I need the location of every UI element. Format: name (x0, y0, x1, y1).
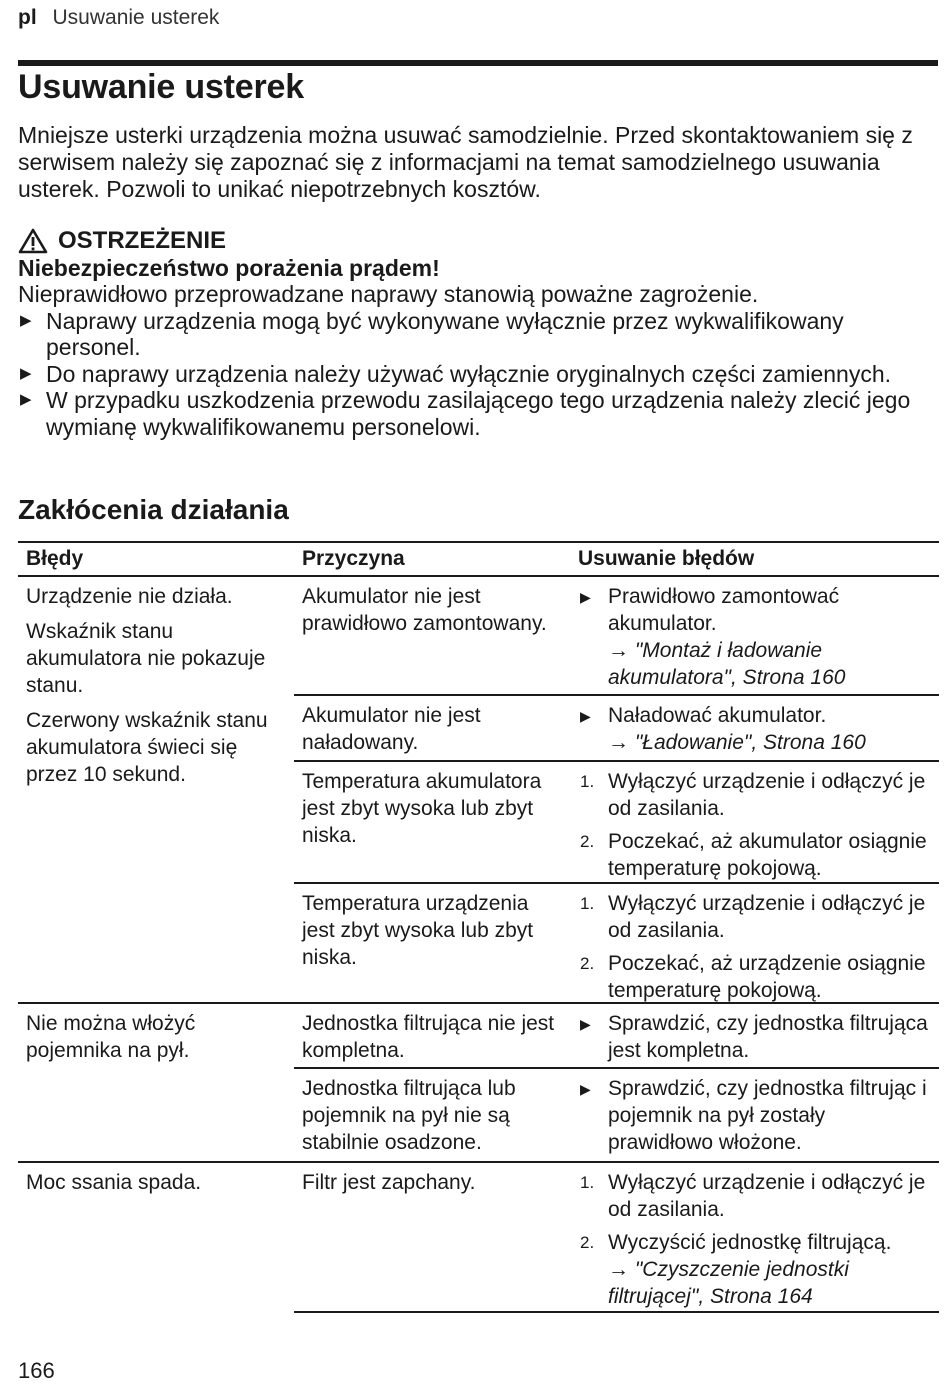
bullet-icon: ▶ (580, 589, 591, 605)
error-text: Nie można włożyć pojemnika na pył. (26, 1012, 196, 1062)
header-cause: Przyczyna (302, 547, 405, 570)
warning-block (18, 228, 938, 440)
warning-item: ▶ Do naprawy urządzenia należy używać wyłącznie oryginalnych części zamiennych. (20, 360, 892, 387)
cross-reference: → "Ładowanie", Strona 160 (608, 731, 866, 754)
step-number: 2. (580, 832, 595, 851)
warning-list (18, 308, 938, 441)
warning-label: OSTRZEŻENIE (58, 227, 227, 254)
cross-reference: → "Czyszczenie jednostki filtrującej", Strona 164 (608, 1258, 849, 1308)
header-errors: Błędy (26, 547, 84, 570)
remedy-cell: ▶ Sprawdzić, czy jednostka filtrując i pojemnik na pył zostały prawidłowo włożone. (580, 1077, 927, 1154)
cross-reference: → "Montaż i ładowanie akumulatora", Strona 160 (608, 639, 846, 689)
cause-cell: Akumulator nie jest prawidłowo zamontowany. (302, 585, 547, 635)
page-title: Usuwanie usterek (18, 68, 304, 106)
header-remedy: Usuwanie błędów (578, 547, 755, 570)
table-row (294, 696, 939, 762)
table-group (18, 577, 939, 1004)
cause-cell: Filtr jest zapchany. (302, 1171, 476, 1194)
page-number: 166 (18, 1358, 55, 1383)
remedy-cell: ▶ Naładować akumulator. → "Ładowanie", Strona 160 (570, 696, 939, 760)
arrow-icon: → (608, 639, 629, 662)
error-cell (18, 1004, 294, 1161)
troubleshooting-table (18, 541, 939, 1313)
cause-cell: Jednostka filtrująca lub pojemnik na pył nie są stabilnie osadzone. (302, 1077, 516, 1154)
table-row (294, 577, 939, 696)
error-text: Czerwony wskaźnik stanu akumulatora świeci się przez 10 sekund. (26, 709, 268, 786)
language-code: pl (18, 6, 37, 29)
header-rule (18, 60, 938, 66)
error-text: Moc ssania spada. (26, 1171, 202, 1194)
remedy-cell: ▶ Sprawdzić, czy jednostka filtrująca jest kompletna. (580, 1012, 928, 1062)
table-row (294, 884, 939, 1002)
warning-item: ▶ W przypadku uszkodzenia przewodu zasilającego tego urządzenia należy zlecić jego wymianę wykwalifikowanemu personelowi. (20, 387, 911, 440)
arrow-icon: → (608, 731, 629, 754)
cause-cell: Jednostka filtrująca nie jest kompletna. (302, 1012, 555, 1062)
table-group (18, 1004, 939, 1163)
intro-paragraph: Mniejsze usterki urządzenia można usuwać samodzielnie. Przed skontaktowaniem się z serwisem należy się zapoznać się z informacjami na temat samodzielnego usuwania usterek. Pozwoli to unikać niepotrzebnych kosztów. (18, 122, 913, 202)
header-section-title: Usuwanie usterek (52, 6, 220, 29)
section-title: Zakłócenia działania (18, 494, 289, 525)
remedy-cell: 1. Wyłączyć urządzenie i odłączyć je od zasilania. 2. Poczekać, aż akumulator osiągnie temperaturę pokojową. (580, 770, 927, 880)
step-number: 1. (580, 772, 595, 791)
error-cell (18, 577, 294, 1002)
cause-cell: Temperatura akumulatora jest zbyt wysoka lub zbyt niska. (302, 770, 542, 847)
warning-item: ▶ Naprawy urządzenia mogą być wykonywane wyłącznie przez wykwalifikowany personel. (20, 307, 844, 360)
step-number: 1. (580, 1173, 595, 1192)
remedy-cell: ▶ Prawidłowo zamontować akumulator. → "Montaż i ładowanie akumulatora", Strona 160 (570, 577, 939, 694)
warning-text: Nieprawidłowo przeprowadzane naprawy stanowią poważne zagrożenie. (18, 281, 759, 307)
bullet-icon: ▶ (20, 311, 32, 329)
warning-danger: Niebezpieczeństwo porażenia prądem! (18, 254, 440, 281)
step-number: 1. (580, 894, 595, 913)
table-row (294, 1004, 939, 1069)
error-text: Urządzenie nie działa. (26, 585, 233, 608)
bullet-icon: ▶ (580, 1016, 591, 1032)
error-text: Wskaźnik stanu akumulatora nie pokazuje stanu. (26, 620, 266, 697)
warning-heading (18, 228, 938, 255)
table-row (294, 762, 939, 884)
cause-cell: Temperatura urządzenia jest zbyt wysoka lub zbyt niska. (302, 892, 534, 969)
bullet-icon: ▶ (580, 1081, 591, 1097)
cause-cell: Akumulator nie jest naładowany. (302, 704, 481, 754)
warning-triangle-icon (18, 228, 48, 254)
bullet-icon: ▶ (20, 364, 32, 382)
error-cell (18, 1163, 294, 1313)
table-group (18, 1163, 939, 1313)
bullet-icon: ▶ (20, 391, 32, 408)
running-header (18, 6, 219, 30)
step-number: 2. (580, 954, 595, 973)
remedy-cell: 1. Wyłączyć urządzenie i odłączyć je od zasilania. 2. Wyczyścić jednostkę filtrującą. → "Czyszczenie jednostki filtrującej", Strona 164 (570, 1163, 939, 1311)
bullet-icon: ▶ (580, 708, 591, 724)
table-header (18, 541, 939, 577)
remedy-cell: 1. Wyłączyć urządzenie i odłączyć je od zasilania. 2. Poczekać, aż urządzenie osiągnie temperaturę pokojową. (580, 892, 926, 1002)
arrow-icon: → (608, 1258, 629, 1281)
table-row (294, 1069, 939, 1161)
step-number: 2. (580, 1233, 595, 1252)
table-row (294, 1163, 939, 1311)
